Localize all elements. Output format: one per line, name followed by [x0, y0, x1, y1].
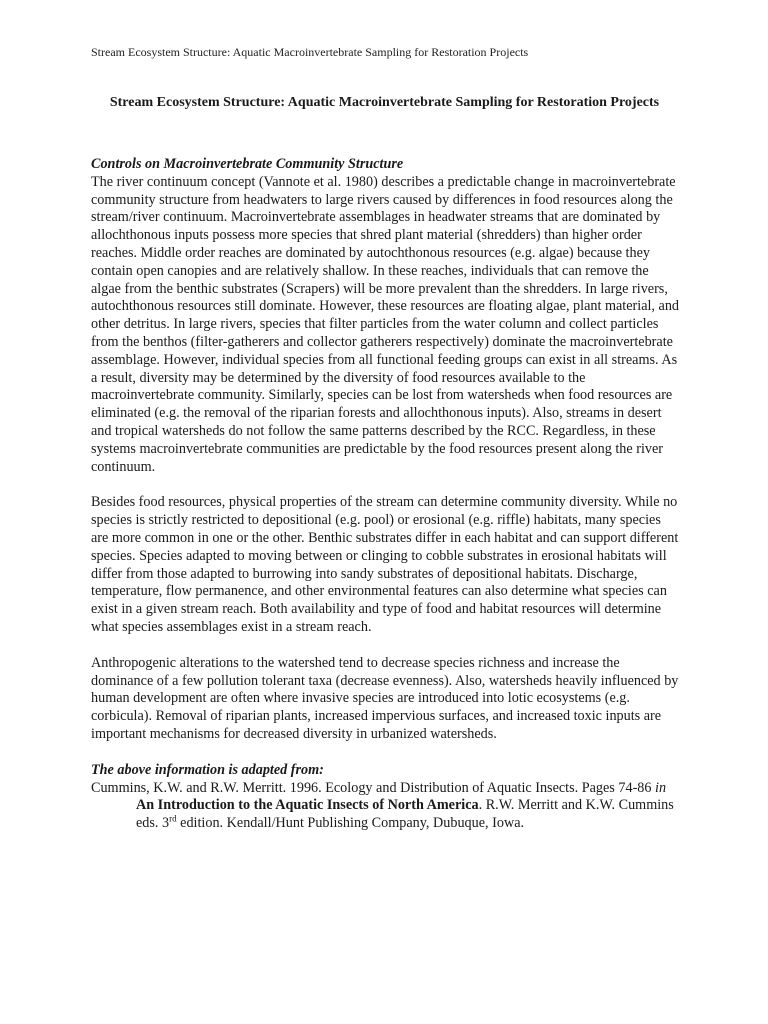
paragraph-river-continuum: The river continuum concept (Vannote et al. 1980) describes a predictable change in macroinvertebrate community structure from headwaters to large rivers caused by differences in food resources along the stream/river continuum. Macroinvertebrate assemblages in headwater streams that are dominated by allochthonous inputs possess more species that shred plant material (shredders) than higher order reaches. Middle order reaches are dominated by autochthonous resources (e.g. algae) because they contain open canopies and are relatively shallow. In these reaches, individuals that can remove the algae from the benthic substrates (Scrapers) will be more prevalent than the shredders. In large rivers, autochthonous resources still dominate. However, these resources are floating algae, plant material, and other detritus. In large rivers, species that filter particles from the water column and collect particles from the benthos (filter-gatherers and collector gatherers respectively) dominate the macroinvertebrate assemblage. However, individual species from all functional feeding groups can exist in all streams. As a result, diversity may be determined by the diversity of food resources available to the macroinvertebrate community. Similarly, species can be lost from watersheds when food resources are eliminated (e.g. the removal of the riparian forests and allochthonous inputs). Also, streams in desert and tropical watersheds do not follow the same patterns described by the RCC. Regardless, in these systems macroinvertebrate communities are predictable by the food resources present along the river continuum. [91, 173, 680, 475]
citation-part2: . R.W. Merritt and K.W. Cummins eds. 3 [136, 797, 674, 832]
document-title: Stream Ecosystem Structure: Aquatic Macroinvertebrate Sampling for Restoration Projects [109, 95, 660, 110]
citation-in-word: in [655, 779, 667, 796]
reference-citation [91, 780, 681, 833]
citation-part3: edition. Kendall/Hunt Publishing Company, Dubuque, Iowa. [176, 815, 525, 832]
citation-superscript: rd [169, 813, 177, 824]
references-heading: The above information is adapted from: [91, 761, 324, 778]
citation-part1: Cummins, K.W. and R.W. Merritt. 1996. Ecology and Distribution of Aquatic Insects. Pages 74-86 [91, 779, 656, 796]
citation-book-title: An Introduction to the Aquatic Insects of North America [136, 797, 479, 814]
section-heading: Controls on Macroinvertebrate Community Structure [91, 156, 404, 172]
document-body [91, 156, 681, 833]
running-header: Stream Ecosystem Structure: Aquatic Macroinvertebrate Sampling for Restoration Projects [91, 45, 529, 59]
paragraph-physical-properties: Besides food resources, physical properties of the stream can determine community diversity. While no species is strictly restricted to depositional (e.g. pool) or erosional (e.g. riffle) habitats, many species are more common in one or the other. Benthic substrates differ in each habitat and can support different species. Species adapted to moving between or clinging to cobble substrates in erosional habitats will differ from those adapted to burrowing into sandy substrates of depositional habitats. Discharge, temperature, flow permanence, and other environmental features can also determine what species can exist in a given stream reach. Both availability and type of food and habitat resources will determine what species assemblages exist in a stream reach. [91, 494, 679, 635]
paragraph-anthropogenic-alterations: Anthropogenic alterations to the watershed tend to decrease species richness and increase the dominance of a few pollution tolerant taxa (decrease evenness). Also, watersheds heavily influenced by human development are often where invasive species are introduced into lotic ecosystems (e.g. corbicula). Removal of riparian plants, increased impervious surfaces, and increased toxic inputs are important mechanisms for decreased diversity in urbanized watersheds. [91, 654, 679, 742]
